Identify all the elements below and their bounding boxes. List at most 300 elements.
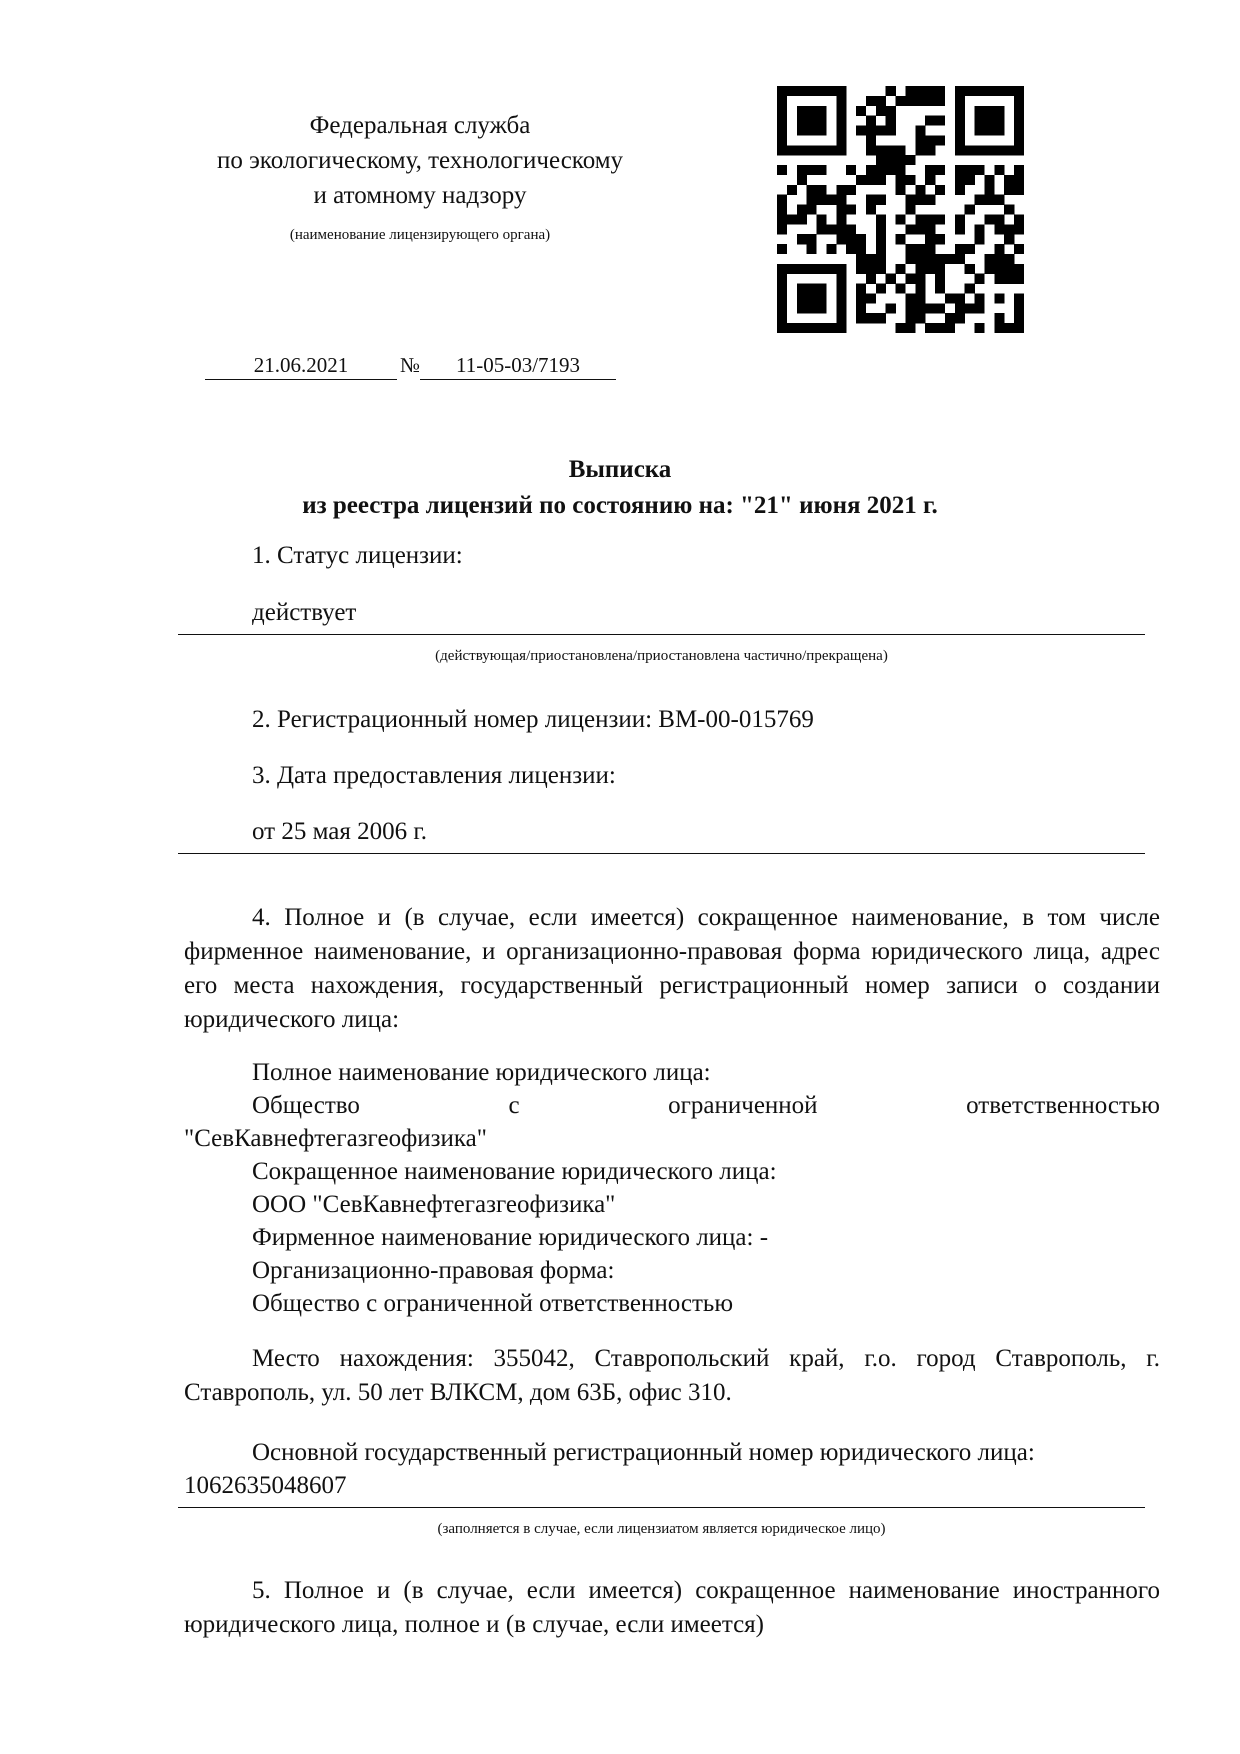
- qr-module: [807, 234, 817, 244]
- qr-module: [836, 303, 846, 313]
- qr-module: [994, 274, 1004, 284]
- qr-module: [846, 244, 856, 254]
- qr-module: [925, 254, 935, 264]
- qr-module: [984, 86, 994, 96]
- qr-module: [905, 303, 915, 313]
- qr-module: [1004, 274, 1014, 284]
- qr-module: [777, 214, 787, 224]
- qr-module: [1014, 165, 1024, 175]
- qr-module: [984, 116, 994, 126]
- qr-module: [1004, 86, 1014, 96]
- full-name-label: Полное наименование юридического лица:: [252, 1059, 711, 1086]
- qr-module: [777, 86, 787, 96]
- qr-module: [787, 214, 797, 224]
- qr-module: [876, 165, 886, 175]
- qr-module: [915, 195, 925, 205]
- registration-number: 2. Регистрационный номер лицензии: ВМ-00-015769: [252, 706, 814, 733]
- qr-module: [994, 195, 1004, 205]
- qr-module: [856, 284, 866, 294]
- qr-module: [807, 244, 817, 254]
- qr-module: [866, 145, 876, 155]
- qr-module: [1014, 185, 1024, 195]
- qr-module: [925, 135, 935, 145]
- qr-module: [856, 126, 866, 136]
- reference-line: [205, 353, 616, 380]
- qr-module: [975, 323, 985, 333]
- qr-module: [896, 175, 906, 185]
- qr-module: [797, 116, 807, 126]
- qr-module: [876, 244, 886, 254]
- qr-module: [915, 86, 925, 96]
- qr-module: [777, 303, 787, 313]
- agency-name-line-2: по экологическому, технологическому: [216, 147, 624, 174]
- qr-module: [826, 264, 836, 274]
- qr-module: [905, 274, 915, 284]
- qr-module: [955, 244, 965, 254]
- qr-module: [817, 214, 827, 224]
- qr-module: [876, 106, 886, 116]
- qr-module: [777, 313, 787, 323]
- qr-module: [925, 323, 935, 333]
- qr-module: [807, 145, 817, 155]
- qr-module: [896, 214, 906, 224]
- qr-module: [975, 116, 985, 126]
- qr-module: [1014, 224, 1024, 234]
- qr-module: [846, 185, 856, 195]
- qr-module: [1014, 106, 1024, 116]
- qr-module: [984, 254, 994, 264]
- qr-module: [994, 323, 1004, 333]
- qr-module: [876, 214, 886, 224]
- qr-module: [797, 165, 807, 175]
- qr-module: [994, 214, 1004, 224]
- qr-module: [965, 86, 975, 96]
- ogrn-value: 1062635048607: [184, 1472, 347, 1499]
- qr-module: [915, 274, 925, 284]
- qr-module: [886, 145, 896, 155]
- qr-module: [817, 323, 827, 333]
- qr-module: [955, 86, 965, 96]
- qr-module: [777, 293, 787, 303]
- qr-module: [965, 205, 975, 215]
- qr-module: [876, 284, 886, 294]
- qr-module: [797, 205, 807, 215]
- qr-module: [935, 214, 945, 224]
- qr-module: [807, 264, 817, 274]
- qr-module: [866, 195, 876, 205]
- agency-name-line-1: Федеральная служба: [309, 112, 531, 139]
- qr-module: [1004, 323, 1014, 333]
- qr-module: [955, 313, 965, 323]
- qr-module: [787, 145, 797, 155]
- qr-module: [1004, 175, 1014, 185]
- qr-module: [886, 303, 896, 313]
- qr-module: [905, 313, 915, 323]
- qr-module: [836, 195, 846, 205]
- qr-module: [1004, 254, 1014, 264]
- qr-module: [886, 106, 896, 116]
- qr-module: [836, 106, 846, 116]
- qr-module: [925, 234, 935, 244]
- qr-module: [905, 175, 915, 185]
- qr-module: [1004, 234, 1014, 244]
- license-status-label: 1. Статус лицензии:: [252, 542, 463, 569]
- qr-module: [866, 165, 876, 175]
- qr-module: [896, 96, 906, 106]
- qr-module: [965, 165, 975, 175]
- qr-module: [807, 165, 817, 175]
- qr-module: [1014, 126, 1024, 136]
- qr-module: [826, 86, 836, 96]
- qr-module: [915, 244, 925, 254]
- qr-module: [1014, 96, 1024, 106]
- qr-module: [975, 234, 985, 244]
- qr-module: [826, 224, 836, 234]
- qr-module: [975, 106, 985, 116]
- qr-module: [866, 293, 876, 303]
- qr-module: [836, 205, 846, 215]
- divider: [178, 1507, 1145, 1508]
- qr-module: [935, 303, 945, 313]
- license-status-caption: (действующая/приостановлена/приостановлена частично/прекращена): [435, 648, 888, 664]
- qr-module: [925, 165, 935, 175]
- qr-code-icon: [777, 86, 1024, 333]
- qr-module: [955, 116, 965, 126]
- qr-module: [866, 126, 876, 136]
- qr-module: [876, 234, 886, 244]
- qr-module: [846, 224, 856, 234]
- qr-module: [836, 135, 846, 145]
- qr-module: [817, 86, 827, 96]
- qr-module: [925, 303, 935, 313]
- qr-module: [777, 274, 787, 284]
- qr-module: [955, 126, 965, 136]
- qr-module: [975, 86, 985, 96]
- licensing-authority: [170, 108, 670, 245]
- title-line-1: Выписка: [568, 456, 672, 483]
- qr-module: [1004, 185, 1014, 195]
- qr-module: [945, 323, 955, 333]
- short-name-value: ООО "СевКавнефтегазгеофизика": [252, 1191, 616, 1218]
- qr-module: [777, 106, 787, 116]
- qr-module: [886, 155, 896, 165]
- number-sign: №: [400, 353, 421, 377]
- qr-module: [817, 116, 827, 126]
- license-status-value: действует: [252, 599, 357, 626]
- qr-module: [856, 106, 866, 116]
- qr-module: [955, 303, 965, 313]
- qr-module: [876, 195, 886, 205]
- qr-module: [915, 254, 925, 264]
- qr-module: [846, 165, 856, 175]
- qr-module: [787, 86, 797, 96]
- qr-module: [797, 86, 807, 96]
- qr-module: [856, 313, 866, 323]
- qr-module: [935, 234, 945, 244]
- qr-module: [876, 224, 886, 234]
- qr-module: [797, 303, 807, 313]
- qr-module: [777, 264, 787, 274]
- qr-module: [866, 116, 876, 126]
- qr-module: [876, 145, 886, 155]
- qr-module: [905, 293, 915, 303]
- qr-module: [817, 165, 827, 175]
- qr-module: [955, 254, 965, 264]
- qr-module: [836, 323, 846, 333]
- qr-module: [905, 86, 915, 96]
- qr-module: [807, 284, 817, 294]
- legal-form-value: Общество с ограниченной ответственностью: [252, 1290, 733, 1317]
- divider: [178, 853, 1145, 854]
- qr-module: [1014, 274, 1024, 284]
- qr-module: [915, 284, 925, 294]
- qr-module: [955, 214, 965, 224]
- legal-entity-caption: (заполняется в случае, если лицензиатом является юридическое лицо): [437, 1521, 886, 1537]
- qr-module: [886, 116, 896, 126]
- qr-module: [994, 165, 1004, 175]
- qr-module: [777, 195, 787, 205]
- qr-module: [984, 175, 994, 185]
- qr-module: [945, 293, 955, 303]
- qr-module: [896, 234, 906, 244]
- qr-module: [876, 96, 886, 106]
- qr-module: [797, 264, 807, 274]
- qr-module: [896, 185, 906, 195]
- qr-module: [856, 303, 866, 313]
- brand-name: Фирменное наименование юридического лица: -: [252, 1224, 769, 1251]
- qr-module: [945, 254, 955, 264]
- qr-module: [886, 126, 896, 136]
- qr-module: [915, 303, 925, 313]
- qr-module: [1014, 313, 1024, 323]
- qr-module: [836, 214, 846, 224]
- qr-module: [866, 264, 876, 274]
- qr-module: [777, 323, 787, 333]
- qr-module: [866, 274, 876, 284]
- qr-module: [994, 106, 1004, 116]
- qr-module: [876, 313, 886, 323]
- qr-module: [836, 264, 846, 274]
- qr-module: [817, 264, 827, 274]
- qr-module: [925, 145, 935, 155]
- qr-module: [984, 195, 994, 205]
- qr-module: [1004, 205, 1014, 215]
- qr-module: [777, 116, 787, 126]
- agency-name-line-3: и атомному надзору: [313, 182, 527, 209]
- qr-module: [876, 155, 886, 165]
- qr-module: [975, 274, 985, 284]
- qr-module: [777, 165, 787, 175]
- qr-module: [1014, 244, 1024, 254]
- qr-module: [984, 185, 994, 195]
- qr-module: [955, 135, 965, 145]
- qr-module: [896, 165, 906, 175]
- qr-module: [935, 254, 945, 264]
- qr-module: [826, 244, 836, 254]
- qr-module: [1014, 86, 1024, 96]
- ogrn-label: Основной государственный регистрационный номер юридического лица:: [252, 1439, 1035, 1466]
- qr-module: [817, 195, 827, 205]
- document-date: 21.06.2021: [205, 353, 397, 380]
- qr-module: [905, 155, 915, 165]
- qr-module: [836, 313, 846, 323]
- qr-module: [856, 264, 866, 274]
- qr-module: [975, 165, 985, 175]
- qr-module: [836, 224, 846, 234]
- qr-module: [994, 116, 1004, 126]
- qr-module: [817, 303, 827, 313]
- qr-module: [955, 96, 965, 106]
- qr-module: [797, 145, 807, 155]
- qr-module: [807, 126, 817, 136]
- qr-module: [994, 313, 1004, 323]
- qr-module: [777, 126, 787, 136]
- qr-module: [896, 145, 906, 155]
- qr-module: [994, 145, 1004, 155]
- qr-module: [994, 126, 1004, 136]
- qr-module: [915, 185, 925, 195]
- issue-date-value: от 25 мая 2006 г.: [252, 818, 428, 845]
- qr-module: [975, 224, 985, 234]
- qr-module: [817, 126, 827, 136]
- qr-module: [925, 86, 935, 96]
- qr-module: [915, 96, 925, 106]
- full-name-value: Общество с ограниченной ответственностью: [252, 1092, 1160, 1119]
- qr-module: [777, 284, 787, 294]
- qr-module: [807, 205, 817, 215]
- qr-module: [836, 86, 846, 96]
- section-4-paragraph: 4. Полное и (в случае, если имеется) сокращенное наименование, в том числе фирменное наименование, и организационно-правовая форма юридического лица, адрес его места нахождения, государственный регистрационный номер записи о создании юридического лица:: [184, 904, 1160, 1033]
- qr-module: [817, 284, 827, 294]
- qr-module: [955, 224, 965, 234]
- qr-module: [836, 185, 846, 195]
- qr-module: [935, 185, 945, 195]
- qr-module: [994, 244, 1004, 254]
- qr-module: [955, 106, 965, 116]
- qr-module: [797, 214, 807, 224]
- qr-module: [807, 116, 817, 126]
- qr-module: [846, 234, 856, 244]
- title-line-2: из реестра лицензий по состоянию на: "21" июня 2021 г.: [302, 492, 938, 519]
- qr-module: [777, 244, 787, 254]
- qr-module: [836, 126, 846, 136]
- qr-module: [866, 96, 876, 106]
- qr-module: [807, 195, 817, 205]
- qr-module: [797, 323, 807, 333]
- qr-module: [935, 323, 945, 333]
- qr-module: [925, 244, 935, 254]
- qr-module: [935, 116, 945, 126]
- qr-module: [1014, 135, 1024, 145]
- qr-module: [1014, 116, 1024, 126]
- qr-module: [984, 264, 994, 274]
- qr-module: [777, 96, 787, 106]
- qr-module: [975, 303, 985, 313]
- qr-module: [836, 116, 846, 126]
- qr-module: [935, 264, 945, 274]
- divider: [178, 634, 1145, 635]
- qr-module: [817, 106, 827, 116]
- qr-module: [955, 293, 965, 303]
- qr-module: [787, 323, 797, 333]
- address-paragraph: Место нахождения: 355042, Ставропольский край, г.о. город Ставрополь, г. Ставрополь, ул. 50 лет ВЛКСМ, дом 63Б, офис 310.: [184, 1345, 1160, 1406]
- qr-module: [984, 126, 994, 136]
- qr-module: [1014, 175, 1024, 185]
- qr-module: [777, 135, 787, 145]
- qr-module: [866, 313, 876, 323]
- qr-module: [787, 264, 797, 274]
- qr-module: [905, 254, 915, 264]
- qr-module: [935, 135, 945, 145]
- qr-module: [856, 244, 866, 254]
- qr-module: [1014, 264, 1024, 274]
- qr-module: [1014, 323, 1024, 333]
- qr-module: [866, 135, 876, 145]
- qr-module: [945, 313, 955, 323]
- qr-module: [846, 205, 856, 215]
- qr-module: [905, 205, 915, 215]
- qr-module: [915, 224, 925, 234]
- qr-module: [915, 313, 925, 323]
- full-name-continuation: "СевКавнефтегазгеофизика": [184, 1125, 487, 1152]
- qr-module: [866, 205, 876, 215]
- qr-module: [836, 274, 846, 284]
- qr-module: [975, 293, 985, 303]
- qr-module: [787, 185, 797, 195]
- qr-module: [836, 145, 846, 155]
- qr-module: [1014, 293, 1024, 303]
- qr-module: [807, 86, 817, 96]
- qr-module: [1014, 145, 1024, 155]
- qr-module: [876, 254, 886, 264]
- qr-module: [826, 145, 836, 155]
- issue-date-label: 3. Дата предоставления лицензии:: [252, 762, 616, 789]
- qr-module: [994, 264, 1004, 274]
- qr-module: [836, 96, 846, 106]
- qr-module: [807, 185, 817, 195]
- qr-module: [935, 96, 945, 106]
- qr-module: [836, 293, 846, 303]
- qr-module: [994, 86, 1004, 96]
- qr-module: [935, 274, 945, 284]
- qr-module: [905, 323, 915, 333]
- qr-module: [925, 175, 935, 185]
- qr-module: [915, 145, 925, 155]
- qr-module: [1004, 145, 1014, 155]
- qr-module: [817, 145, 827, 155]
- qr-module: [984, 106, 994, 116]
- qr-module: [817, 293, 827, 303]
- qr-module: [817, 185, 827, 195]
- qr-module: [975, 145, 985, 155]
- qr-module: [856, 293, 866, 303]
- qr-module: [984, 214, 994, 224]
- qr-module: [896, 284, 906, 294]
- qr-module: [1014, 303, 1024, 313]
- section-5-paragraph: 5. Полное и (в случае, если имеется) сокращенное наименование иностранного юридического лица, полное и (в случае, если имеется): [184, 1577, 1160, 1638]
- qr-module: [975, 126, 985, 136]
- qr-module: [1004, 224, 1014, 234]
- qr-module: [797, 293, 807, 303]
- qr-module: [866, 175, 876, 185]
- qr-module: [1004, 264, 1014, 274]
- qr-module: [807, 293, 817, 303]
- qr-module: [905, 195, 915, 205]
- qr-module: [876, 264, 886, 274]
- qr-module: [915, 214, 925, 224]
- qr-module: [965, 264, 975, 274]
- qr-module: [896, 323, 906, 333]
